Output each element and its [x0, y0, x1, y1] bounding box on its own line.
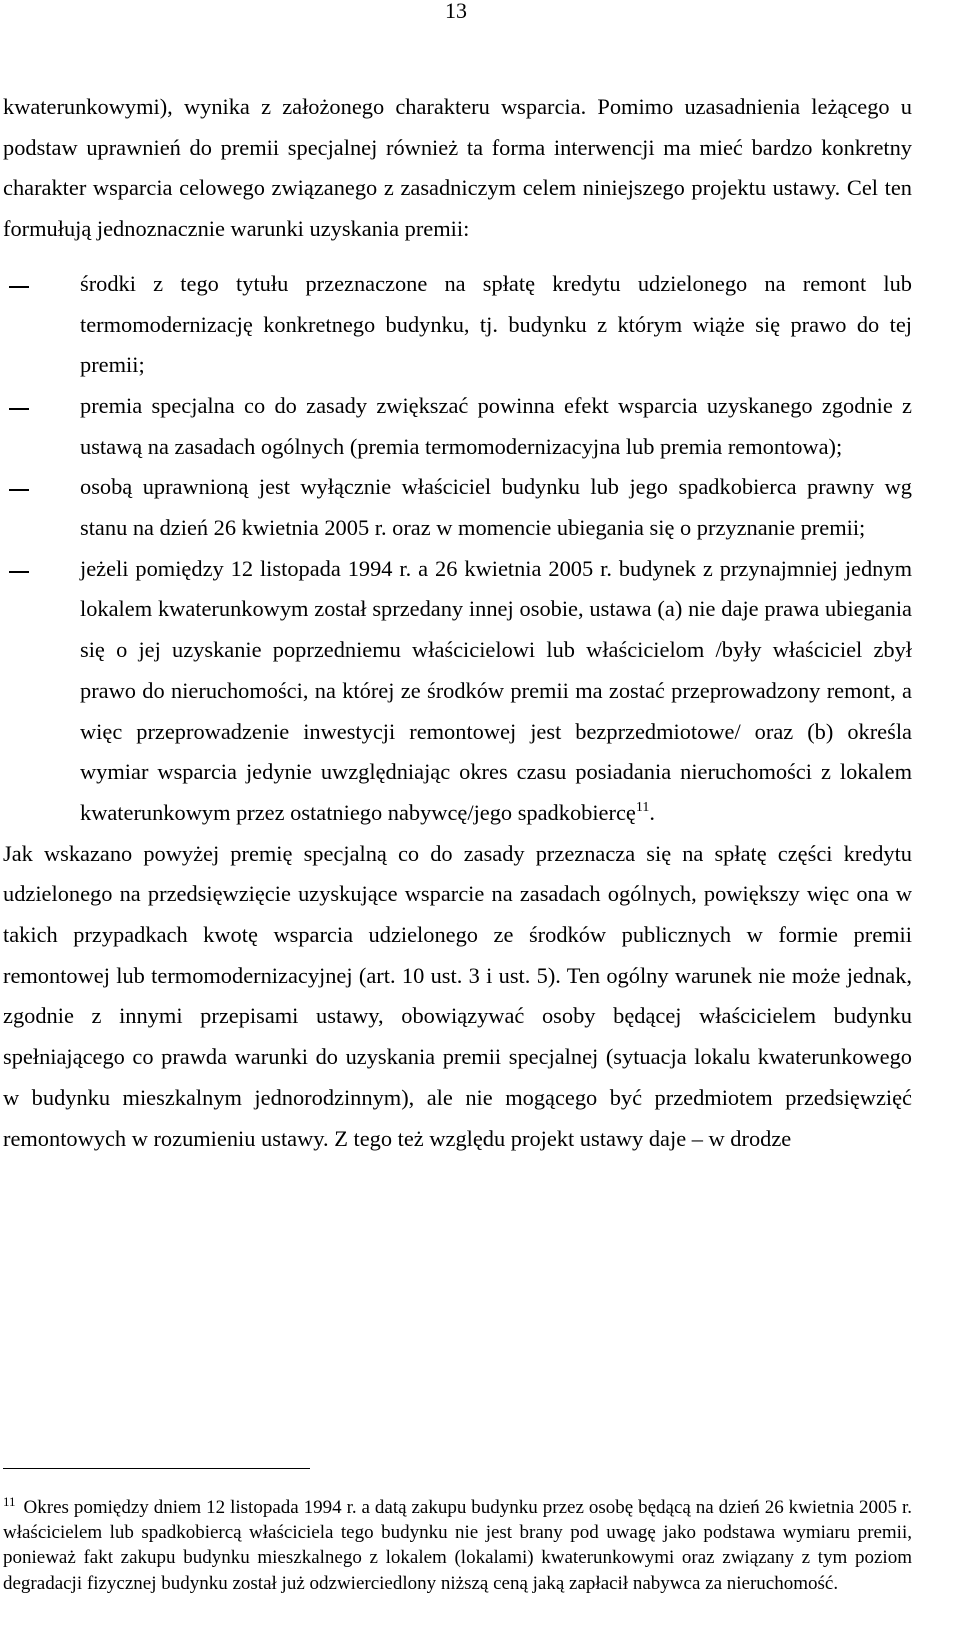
list-item [3, 467, 912, 548]
list-item-text: premia specjalna co do zasady zwiększać powinna efekt wsparcia uzyskanego zgodnie z ustawą na zasadach ogólnych (premia termomodernizacyjna lub premia remontowa); [80, 392, 912, 459]
footnote [3, 1495, 912, 1596]
main-text [3, 87, 912, 1159]
footnote-text: Okres pomiędzy dniem 12 listopada 1994 r. a datą zakupu budynku przez osobę będącą na dzień 26 kwietnia 2005 r. właścicielem lub spadkobiercą właściciela tego budynku nie jest brany pod uwagę jako podstawa wymiaru premii, ponieważ fakt zakupu budynku mieszkalnego z lokalem (lokalami) kwaterunkowymi oraz związany z tym poziom degradacji fizycznej budynku został już odzwierciedlony niższą ceną jaką zapłacił nabywca za nieruchomość. [3, 1497, 912, 1594]
list-item [3, 264, 912, 386]
list-item-text: osobą uprawnioną jest wyłącznie właściciel budynku lub jego spadkobierca prawny wg stanu na dzień 26 kwietnia 2005 r. oraz w momencie ubiegania się o przyznanie premii; [80, 474, 912, 541]
page-number: 13 [445, 0, 467, 23]
list-item-text: jeżeli pomiędzy 12 listopada 1994 r. a 26 kwietnia 2005 r. budynek z przynajmniej jednym lokalem kwaterunkowym został sprzedany innej osobie, ustawa (a) nie daje prawa ubiegania się o jej uzyskanie poprzedniemu właścicielowi lub właścicielom /były właściciel zbył prawo do nieruchomości, na której ze środków premii ma zostać przeprowadzony remont, a więc przeprowadzenie inwestycji remontowej jest bezprzedmiotowe/ oraz (b) określa wymiar wsparcia jedynie uwzględniając okres czasu posiadania nieruchomości z lokalem kwaterunkowym przez ostatniego nabywcę/jego spadkobiercę [80, 555, 912, 825]
footnote-number: 11 [3, 1494, 16, 1509]
list-item-end-punctuation: . [649, 799, 655, 825]
list-item-text: środki z tego tytułu przeznaczone na spłatę kredytu udzielonego na remont lub termomodernizację konkretnego budynku, tj. budynku z którym wiąże się prawo do tej premii; [80, 270, 912, 378]
footnote-reference[interactable]: 11 [635, 799, 650, 815]
conditions-list [3, 264, 912, 834]
footnote-divider [3, 1468, 310, 1469]
list-item [3, 386, 912, 467]
intro-paragraph: kwaterunkowymi), wynika z założonego charakteru wsparcia. Pomimo uzasadnienia leżącego u podstaw uprawnień do premii specjalnej również ta forma interwencji ma mieć bardzo konkretny charakter wsparcia celowego związanego z zasadniczym celem niniejszego projektu ustawy. Cel ten formułują jednoznacznie warunki uzyskania premii: [3, 94, 912, 242]
conclusion-paragraph: Jak wskazano powyżej premię specjalną co do zasady przeznacza się na spłatę części kredytu udzielonego na przedsięwzięcie uzyskujące wsparcie na zasadach ogólnych, powiększy więc ona w takich przypadkach kwotę wsparcia udzielonego ze środków publicznych w formie premii remontowej lub termomodernizacyjnej (art. 10 ust. 3 i ust. 5). Ten ogólny warunek nie może jednak, zgodnie z innymi przepisami ustawy, obowiązywać osoby będącej właścicielem budynku spełniającego co prawda warunki do uzyskania premii specjalnej (sytuacja lokalu kwaterunkowego w budynku mieszkalnym jednorodzinnym), ale nie mogącego być przedmiotem przedsięwzięć remontowych w rozumieniu ustawy. Z tego też względu projekt ustawy daje – w drodze [3, 840, 912, 1151]
list-item [3, 549, 912, 834]
